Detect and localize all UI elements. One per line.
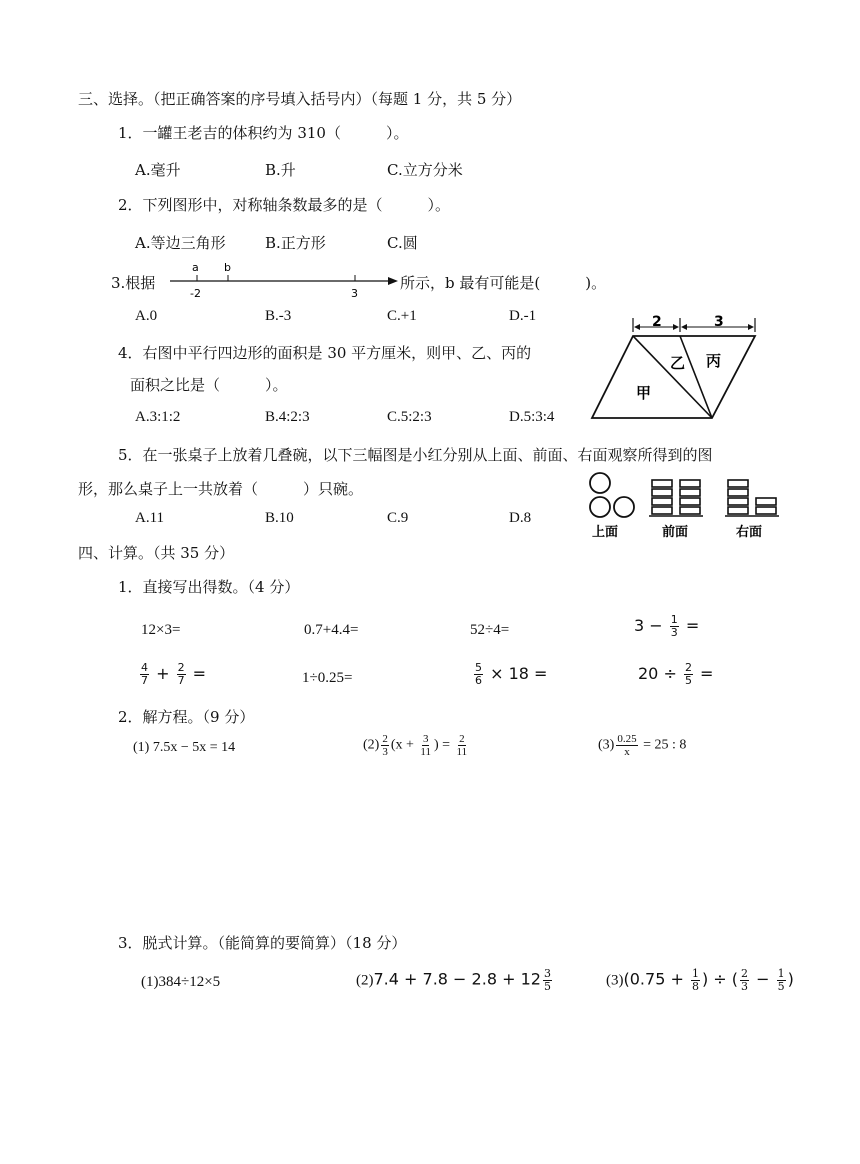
expression-2: (2)7.4 + 7.8 − 2.8 + 12 $\frac{3}{5}$ xyxy=(356,967,551,993)
region-jia-label: 甲 xyxy=(636,384,652,402)
expression-3: (3)(0.75 + $\frac{1}{8}$ ) ÷ ( $\frac{2}{3}$ − $\frac{1}{5}$ ) xyxy=(606,967,794,993)
numberline-tick-minus2: -2 xyxy=(190,287,201,300)
q3-stem-suffix: 所示，b 最有可能是( )。 xyxy=(400,274,607,292)
bowl-stack-icon xyxy=(652,480,700,514)
view-front-label: 前面 xyxy=(662,525,689,540)
q1-option-a: A.毫升 xyxy=(135,161,181,179)
q1-option-b: B.升 xyxy=(265,161,296,179)
equation-1: (1) 7.5x − 5x = 14 xyxy=(133,740,236,755)
q1-option-c: C.立方分米 xyxy=(387,161,463,179)
arrow-icon xyxy=(388,277,398,285)
numberline-label-b: b xyxy=(224,261,231,274)
number-line-figure xyxy=(166,258,400,300)
q5-option-c: C.9 xyxy=(387,510,409,526)
calc-8: 20 ÷ $\frac{2}{5}$ = xyxy=(638,661,714,687)
q4-option-c: C.5:2:3 xyxy=(387,409,432,425)
equation-3: (3) $\frac{0.25}{x}$ = 25 : 8 xyxy=(598,733,687,758)
view-right-label: 右面 xyxy=(736,525,763,540)
q5-option-d: D.8 xyxy=(509,510,532,526)
part3-title: 3．脱式计算。（能简算的要简算）（18 分） xyxy=(118,934,407,952)
q1-stem: 1．一罐王老吉的体积约为 310（ ）。 xyxy=(118,124,409,142)
q3-option-a: A.0 xyxy=(135,308,158,324)
q4-stem-line2: 面积之比是（ ）。 xyxy=(130,376,288,394)
q2-stem: 2．下列图形中，对称轴条数最多的是（ ）。 xyxy=(118,196,451,214)
q4-option-a: A.3:1:2 xyxy=(135,409,181,425)
q3-stem-prefix: 3.根据 xyxy=(111,274,156,292)
q4-option-d: D.5:3:4 xyxy=(509,409,555,425)
q3-option-b: B.-3 xyxy=(265,308,292,324)
expression-1: (1)384÷12×5 xyxy=(141,974,221,990)
bowl-views-figure xyxy=(586,470,786,542)
section-3-heading: 三、选择。（把正确答案的序号填入括号内）（每题 1 分，共 5 分） xyxy=(78,90,522,108)
bowl-stack-icon xyxy=(728,480,776,514)
length-3-label: 3 xyxy=(714,314,724,330)
q5-stem-line1: 5．在一张桌子上放着几叠碗，以下三幅图是小红分别从上面、前面、右面观察所得到的图 xyxy=(118,446,713,464)
q3-option-c: C.+1 xyxy=(387,308,417,324)
view-top-label: 上面 xyxy=(592,525,619,540)
q2-option-c: C.圆 xyxy=(387,234,418,252)
q4-stem-line1: 4．右图中平行四边形的面积是 30 平方厘米，则甲、乙、丙的 xyxy=(118,344,532,362)
section-4-heading: 四、计算。（共 35 分） xyxy=(78,544,235,562)
region-yi-label: 乙 xyxy=(670,354,686,372)
calc-1: 12×3= xyxy=(141,622,181,638)
length-2-label: 2 xyxy=(652,314,662,330)
calc-4: 3 − $\frac{1}{3}$ = xyxy=(634,613,700,639)
q5-stem-line2: 形，那么桌子上一共放着（ ）只碗。 xyxy=(78,480,364,498)
q2-option-b: B.正方形 xyxy=(265,234,326,252)
q2-option-a: A.等边三角形 xyxy=(135,234,226,252)
calc-3: 52÷4= xyxy=(470,622,510,638)
q5-option-b: B.10 xyxy=(265,510,294,526)
calc-5: $\frac{4}{7}$ + $\frac{2}{7}$ = xyxy=(141,661,207,687)
parallelogram-figure xyxy=(588,308,764,424)
q5-option-a: A.11 xyxy=(135,510,165,526)
part2-title: 2．解方程。（9 分） xyxy=(118,708,255,726)
numberline-label-a: a xyxy=(192,261,199,274)
q3-option-d: D.-1 xyxy=(509,308,537,324)
calc-7: $\frac{5}{6}$ × 18 = xyxy=(475,661,548,687)
q4-option-b: B.4:2:3 xyxy=(265,409,310,425)
part1-title: 1．直接写出得数。（4 分） xyxy=(118,578,300,596)
equation-2: (2) $\frac{2}{3}$ (x + $\frac{3}{11}$ ) = $\frac{2}{11}$ xyxy=(363,733,468,758)
bowl-top-circle-icon xyxy=(614,497,634,517)
bowl-top-circle-icon xyxy=(590,497,610,517)
numberline-tick-3: 3 xyxy=(351,287,358,300)
region-bing-label: 丙 xyxy=(706,352,722,370)
bowl-top-circle-icon xyxy=(590,473,610,493)
calc-6: 1÷0.25= xyxy=(302,670,353,686)
calc-2: 0.7+4.4= xyxy=(304,622,359,638)
